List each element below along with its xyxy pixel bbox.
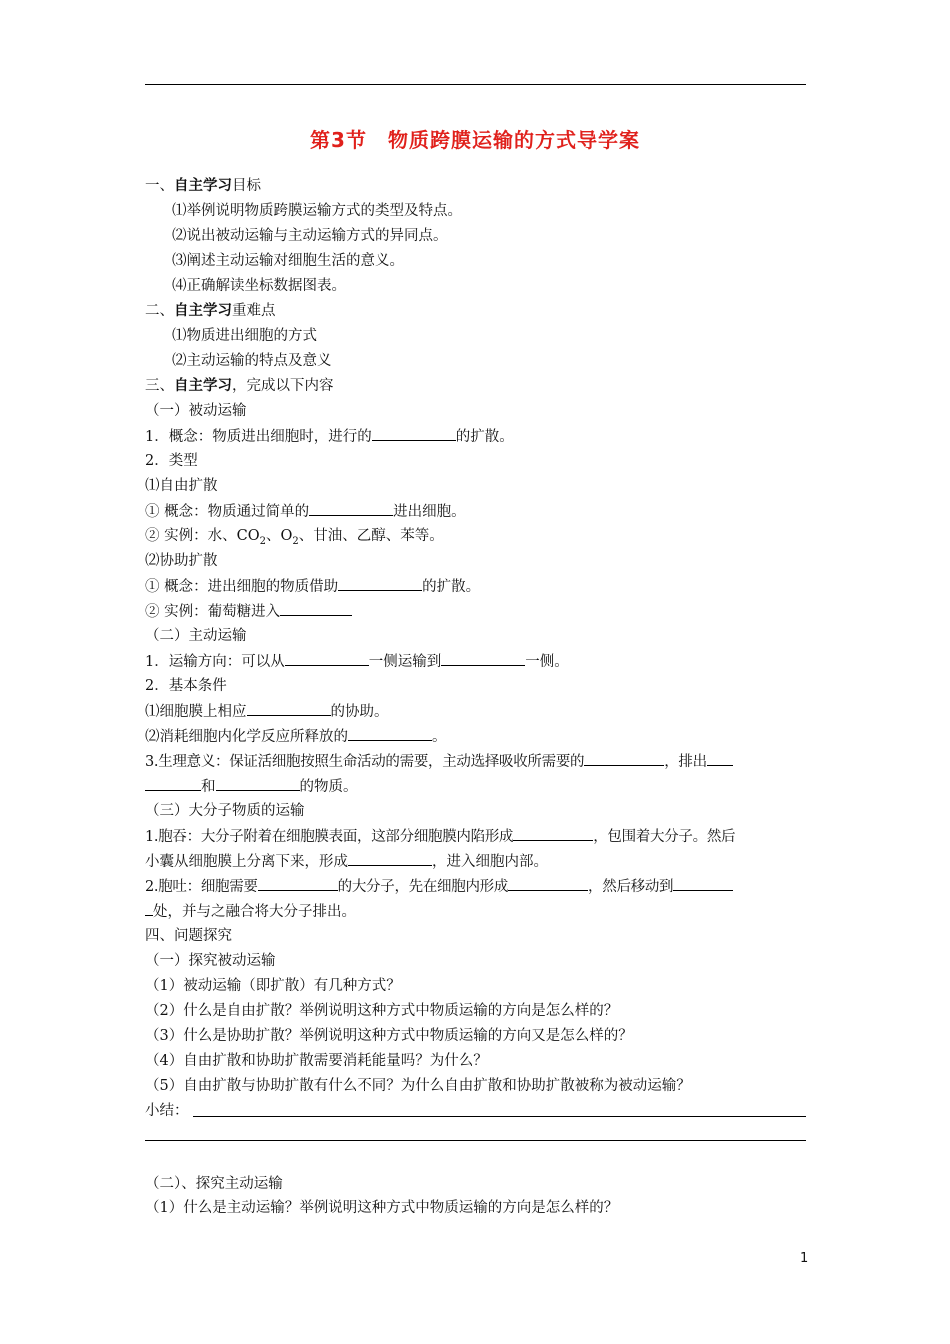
section-3-heading: 三、自主学习，完成以下内容 — [145, 377, 334, 394]
key-point-item: ⑵主动运输的特点及意义 — [172, 353, 332, 369]
subsection-passive: （一）被动运输 — [145, 403, 247, 419]
objective-item: ⑵说出被动运输与主动运输方式的异同点。 — [172, 228, 448, 244]
fill-line: 小囊从细胞膜上分离下来，形成 ，进入细胞内部。 — [145, 851, 548, 872]
answer-blank[interactable] — [247, 701, 331, 716]
question-item: （5）自由扩散与协助扩散有什么不同？为什么自由扩散和协助扩散被称为被动运输？ — [145, 1078, 691, 1094]
subsection-explore-active: （二）、探究主动运输 — [145, 1176, 283, 1192]
objective-item: ⑷正确解读坐标数据图表。 — [172, 278, 346, 294]
answer-blank[interactable] — [584, 751, 664, 766]
summary-label: 小结： — [145, 1103, 189, 1119]
fill-line: ⑵消耗细胞内化学反应所释放的 。 — [145, 726, 447, 747]
text-line: 2．基本条件 — [145, 678, 227, 694]
answer-blank[interactable] — [441, 651, 525, 666]
answer-blank[interactable] — [216, 776, 300, 791]
answer-blank[interactable] — [673, 876, 733, 891]
text-line: 2．类型 — [145, 453, 198, 469]
page-title: 第3节 物质跨膜运输的方式导学案 — [310, 128, 640, 152]
header-rule — [145, 84, 806, 85]
subsection-explore-passive: （一）探究被动运输 — [145, 953, 276, 969]
fill-line: ② 实例：葡萄糖进入 — [145, 601, 352, 622]
fill-line: 2.胞吐：细胞需要 的大分子，先在细胞内形成 ，然后移动到 — [145, 876, 733, 897]
fill-line: 3.生理意义：保证活细胞按照生命活动的需要，主动选择吸收所需要的 ，排出 — [145, 751, 733, 772]
section-1-heading: 一、自主学习目标 — [145, 177, 261, 194]
fill-line: 和 的物质。 — [145, 776, 358, 797]
question-item: （4）自由扩散和协助扩散需要消耗能量吗？为什么？ — [145, 1053, 488, 1069]
subsection-macromolecule: （三）大分子物质的运输 — [145, 803, 305, 819]
text-line: ⑴自由扩散 — [145, 478, 218, 494]
answer-blank[interactable] — [338, 576, 422, 591]
question-item: （2）什么是自由扩散？举例说明这种方式中物质运输的方向是怎么样的？ — [145, 1003, 619, 1019]
answer-blank[interactable] — [145, 901, 153, 916]
question-item: （1）被动运输（即扩散）有几种方式？ — [145, 978, 401, 994]
section-2-heading: 二、自主学习重难点 — [145, 302, 276, 319]
fill-line: 1．运输方向：可以从 一侧运输到 一侧。 — [145, 651, 569, 672]
summary-answer-line[interactable] — [145, 1140, 806, 1141]
text-line: ② 实例：水、$CO_2$、$O_2$、甘油、乙醇、苯等。 — [145, 528, 444, 547]
fill-line: 1．概念：物质进出细胞时，进行的 的扩散。 — [145, 426, 514, 447]
question-item: （3）什么是协助扩散？举例说明这种方式中物质运输的方向又是怎么样的？ — [145, 1028, 633, 1044]
fill-line: ⑴细胞膜上相应 的协助。 — [145, 701, 389, 722]
answer-blank[interactable] — [258, 876, 338, 891]
answer-blank[interactable] — [372, 426, 456, 441]
key-point-item: ⑴物质进出细胞的方式 — [172, 328, 317, 344]
answer-blank[interactable] — [513, 826, 593, 841]
summary-answer-line[interactable] — [193, 1116, 806, 1117]
fill-line: ① 概念：物质通过简单的 进出细胞。 — [145, 501, 466, 522]
fill-line: 1.胞吞：大分子附着在细胞膜表面，这部分细胞膜内陷形成 ，包围着大分子。然后 — [145, 826, 735, 847]
fill-line: 处，并与之融合将大分子排出。 — [145, 901, 356, 922]
answer-blank[interactable] — [280, 601, 352, 616]
fill-line: ① 概念：进出细胞的物质借助 的扩散。 — [145, 576, 480, 597]
objective-item: ⑴举例说明物质跨膜运输方式的类型及特点。 — [172, 203, 462, 219]
question-item: （1）什么是主动运输？举例说明这种方式中物质运输的方向是怎么样的？ — [145, 1200, 619, 1216]
page-number: 1 — [800, 1251, 809, 1266]
section-4-heading: 四、问题探究 — [145, 928, 232, 944]
answer-blank[interactable] — [348, 726, 432, 741]
answer-blank[interactable] — [348, 851, 432, 866]
answer-blank[interactable] — [707, 751, 733, 766]
objective-item: ⑶阐述主动运输对细胞生活的意义。 — [172, 253, 404, 269]
answer-blank[interactable] — [309, 501, 393, 516]
answer-blank[interactable] — [145, 776, 201, 791]
answer-blank[interactable] — [508, 876, 588, 891]
subsection-active: （二）主动运输 — [145, 628, 247, 644]
text-line: ⑵协助扩散 — [145, 553, 218, 569]
answer-blank[interactable] — [285, 651, 369, 666]
